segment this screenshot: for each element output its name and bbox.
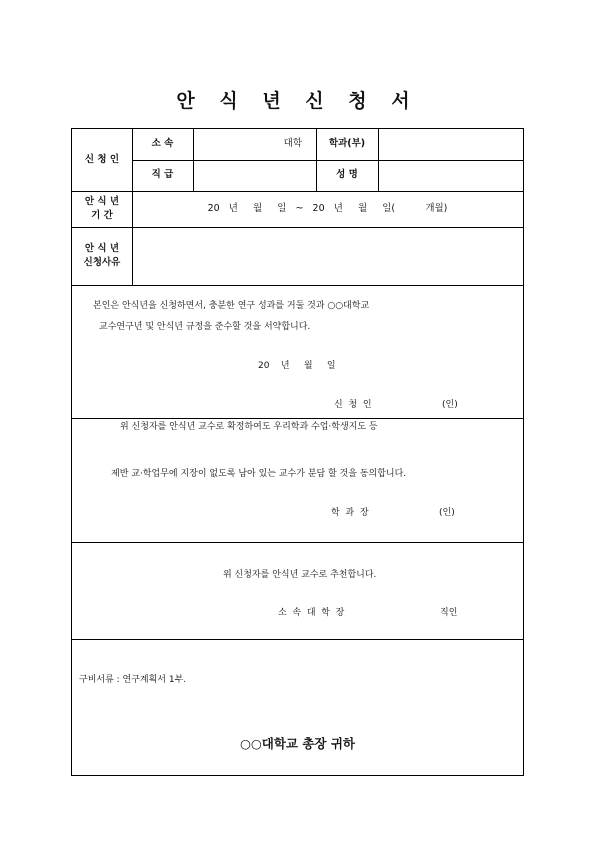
- name-field[interactable]: [378, 160, 523, 191]
- pledge-seal[interactable]: (인): [442, 400, 458, 410]
- position-label: 직 급: [151, 169, 174, 181]
- consent-seal[interactable]: (인): [439, 508, 455, 518]
- closing-address: ○○대학교 총장 귀하: [239, 736, 356, 751]
- pledge-signer: 신 청 인: [334, 400, 372, 410]
- period-field[interactable]: 20 년 월 일 ~ 20 년 월 일( 개월): [207, 202, 448, 214]
- recommendation-signer: 소 속 대 학 장: [278, 608, 345, 618]
- required-documents: 구비서류 : 연구계획서 1부.: [79, 675, 187, 685]
- name-label: 성 명: [336, 169, 358, 181]
- consent-line1: 위 신청자를 안식년 교수로 확정하여도 우리학과 수업·학생지도 등: [120, 422, 378, 432]
- period-label: [72, 191, 132, 227]
- pledge-date: 20 년 월 일: [258, 361, 336, 371]
- recommendation-seal[interactable]: 직인: [440, 608, 458, 618]
- reason-label-line2: 신청사유: [83, 257, 121, 268]
- pledge-line1: 본인은 안식년을 신청하면서, 충분한 연구 성과를 거둘 것과 ○○대학교: [93, 301, 370, 311]
- reason-field[interactable]: [132, 227, 523, 285]
- consent-line2: 제반 교·학업무에 지장이 없도록 남아 있는 교수가 분담 할 것을 동의합니다.: [111, 469, 407, 479]
- recommendation-line1: 위 신청자를 안식년 교수로 추천합니다.: [223, 570, 377, 580]
- affiliation-field[interactable]: 대학: [283, 138, 302, 150]
- period-label-line2: 기 간: [91, 210, 113, 221]
- consent-signer: 학 과 장: [331, 508, 369, 518]
- reason-label-line1: 안 식 년: [84, 242, 120, 254]
- position-field[interactable]: [193, 160, 316, 191]
- pledge-line2: 교수연구년 및 안식년 규정을 준수할 것을 서약합니다.: [99, 322, 311, 332]
- applicant-header: 신 청 인: [84, 153, 120, 165]
- department-label: 학과(부): [328, 138, 366, 150]
- department-field[interactable]: [378, 129, 523, 160]
- period-label-line1: 안 식 년: [84, 195, 120, 207]
- affiliation-label: 소 속: [151, 138, 174, 150]
- reason-label: [72, 227, 132, 285]
- application-form: [71, 128, 524, 776]
- document-title: 안 식 년 신 청 서: [176, 90, 419, 112]
